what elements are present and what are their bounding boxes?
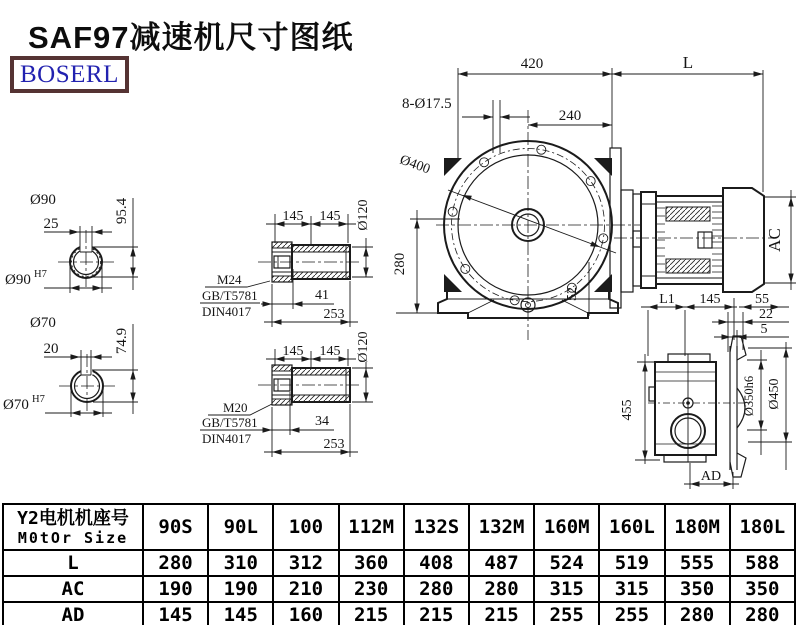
motor-size-column: 100 (273, 504, 338, 550)
dimension-value: 215 (469, 602, 534, 625)
dimension-value: 519 (599, 550, 664, 576)
dimension-value: 408 (404, 550, 469, 576)
page-title: SAF97减速机尺寸图纸 (28, 20, 354, 55)
dimension-value: 588 (730, 550, 795, 576)
dimension-value: 280 (404, 576, 469, 602)
shaft-end-view-90 (5, 192, 138, 293)
dimension-value: 255 (599, 602, 664, 625)
dim-label: Ø120 (356, 331, 371, 363)
thread-label: M20 (223, 400, 248, 415)
dimension-value: 310 (208, 550, 273, 576)
motor-size-column: 90S (143, 504, 208, 550)
dimension-value: 312 (273, 550, 338, 576)
dim-tolerance: H7 (34, 269, 47, 280)
dimension-value: 487 (469, 550, 534, 576)
dim-label: 34 (315, 414, 329, 429)
motor (614, 188, 796, 292)
thread-label: M24 (217, 272, 242, 287)
dimension-value: 350 (665, 576, 730, 602)
dim-label: 145 (282, 344, 304, 359)
standard-label: DIN4017 (202, 304, 252, 319)
motor-size-column: 112M (339, 504, 404, 550)
dimension-value: 315 (534, 576, 599, 602)
dimension-value: 524 (534, 550, 599, 576)
gearbox-side-view (620, 292, 792, 489)
dim-label: Ø70 (30, 315, 56, 331)
dim-label: 22 (759, 307, 773, 322)
dim-label: 253 (323, 437, 345, 452)
motor-size-label-cn: Y2电机机座号 (17, 507, 129, 529)
dim-label: 420 (520, 56, 544, 72)
motor-size-column: 160M (534, 504, 599, 550)
motor-dimension-table (2, 503, 796, 625)
hollow-shaft-detail-top (200, 199, 373, 327)
dim-label: AD (700, 469, 722, 484)
dimension-value: 210 (273, 576, 338, 602)
dim-label: L (682, 53, 694, 72)
table-corner-cell (3, 504, 143, 550)
dimension-value: 360 (339, 550, 404, 576)
dim-label: 240 (558, 108, 582, 124)
motor-size-column: 132S (404, 504, 469, 550)
dim-label: Ø120 (356, 199, 371, 231)
dimension-value: 255 (534, 602, 599, 625)
dimension-value: 315 (599, 576, 664, 602)
dimension-row (3, 576, 795, 602)
dim-label: 145 (282, 209, 304, 224)
motor-size-column: 132M (469, 504, 534, 550)
dim-label: 25 (43, 216, 59, 232)
dimension-value: 350 (730, 576, 795, 602)
boserl-logo (10, 56, 129, 93)
motor-size-column: 160L (599, 504, 664, 550)
dimension-value: 230 (339, 576, 404, 602)
dim-label: Ø90 (5, 272, 31, 288)
dimension-value: 215 (339, 602, 404, 625)
standard-label: DIN4017 (202, 431, 252, 446)
dim-label: 74.9 (114, 327, 130, 355)
dim-label: 52 (565, 287, 580, 301)
flange-dia-label: Ø400 (397, 152, 433, 178)
dimension-value: 555 (665, 550, 730, 576)
dimension-row-label: AD (3, 602, 143, 625)
dim-label: 41 (315, 288, 329, 303)
dim-label: 5 (760, 322, 768, 337)
dimension-value: 280 (730, 602, 795, 625)
holes-label: 8-Ø17.5 (402, 96, 452, 112)
dim-label: 145 (319, 209, 341, 224)
dimension-value: 190 (143, 576, 208, 602)
dim-label: L1 (659, 292, 675, 307)
dimension-value: 160 (273, 602, 338, 625)
dim-label: 253 (323, 307, 345, 322)
dim-label: Ø90 (30, 192, 56, 208)
dimension-value: 145 (143, 602, 208, 625)
standard-label: GB/T5781 (202, 415, 258, 430)
dim-label: Ø450 (767, 378, 782, 410)
dimension-value: 280 (469, 576, 534, 602)
dimension-value: 280 (665, 602, 730, 625)
boserl-logo-text: BOSERL (20, 61, 119, 88)
dim-label: 95.4 (114, 197, 130, 225)
motor-size-column: 90L (208, 504, 273, 550)
dimension-row (3, 550, 795, 576)
dim-label: 20 (43, 341, 59, 357)
dimension-value: 145 (208, 602, 273, 625)
dimension-value: 215 (404, 602, 469, 625)
dimension-row-label: L (3, 550, 143, 576)
motor-size-column: 180M (665, 504, 730, 550)
dimension-row (3, 602, 795, 625)
dim-tolerance: H7 (32, 394, 45, 405)
dim-label: 55 (755, 292, 769, 307)
motor-size-label-en: M0tOr Size (17, 528, 129, 547)
dim-label: Ø70 (3, 397, 29, 413)
shaft-end-view-70 (3, 315, 138, 417)
dimension-value: 280 (143, 550, 208, 576)
dim-label: Ø350h6 (742, 375, 756, 417)
hollow-shaft-detail-bottom (200, 331, 373, 457)
standard-label: GB/T5781 (202, 288, 258, 303)
dim-label: 145 (319, 344, 341, 359)
dimension-row-label: AC (3, 576, 143, 602)
dimension-value: 190 (208, 576, 273, 602)
motor-size-column: 180L (730, 504, 795, 550)
table-header-row (3, 504, 795, 550)
dim-label: AC (765, 228, 784, 252)
dim-label: 145 (699, 292, 721, 307)
dim-label: 280 (392, 252, 408, 276)
dim-label: 455 (620, 399, 635, 421)
